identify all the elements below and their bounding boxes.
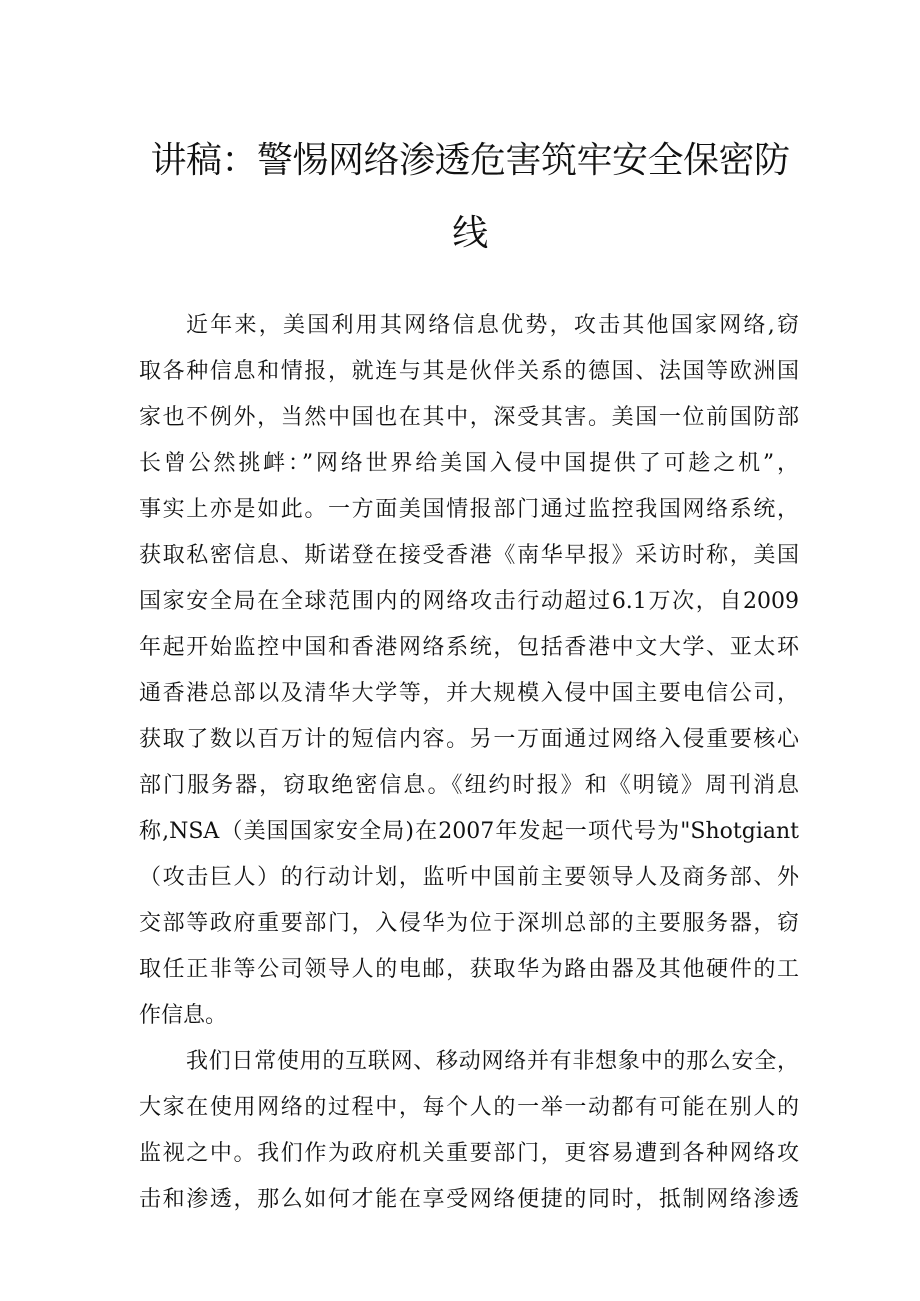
paragraph-line: 获取私密信息、斯诺登在接受香港《南华早报》采访时称，美国 [139,543,799,568]
paragraph-line: 国家安全局在全球范围内的网络攻击行动超过6.1万次，自2009 [139,589,799,614]
paragraph-line: 称,NSA（美国国家安全局)在2007年发起一项代号为"Shotgiant [139,819,799,844]
paragraph-line: 家也不例外，当然中国也在其中，深受其害。美国一位前国防部 [139,405,799,430]
document-title-line-2: 线 [452,213,488,254]
paragraph-line: 击和渗透，那么如何才能在享受网络便捷的同时，抵制网络渗透 [139,1187,799,1212]
paragraph-line: 大家在使用网络的过程中，每个人的一举一动都有可能在别人的 [139,1095,799,1120]
paragraph-line: 事实上亦是如此。一方面美国情报部门通过监控我国网络系统， [139,497,799,522]
paragraph-line: 部门服务器，窃取绝密信息。《纽约时报》和《明镜》周刊消息 [139,773,799,798]
paragraph-line: 我们日常使用的互联网、移动网络并有非想象中的那么安全， [186,1049,799,1074]
paragraph-line: 获取了数以百万计的短信内容。另一万面通过网络入侵重要核心 [139,727,799,752]
paragraph-line: 年起开始监控中国和香港网络系统，包括香港中文大学、亚太环 [139,635,799,660]
paragraph-line: 长曾公然挑衅：”网络世界给美国入侵中国提供了可趁之机”， [139,451,799,476]
paragraph-line: 作信息。 [139,1003,228,1028]
paragraph-line: （攻击巨人）的行动计划，监听中国前主要领导人及商务部、外 [139,865,799,890]
paragraph-line: 取任正非等公司领导人的电邮，获取华为路由器及其他硬件的工 [139,957,799,982]
paragraph-line: 近年来，美国利用其网络信息优势，攻击其他国家网络,窃 [186,313,799,338]
paragraph-line: 取各种信息和情报，就连与其是伙伴关系的德国、法国等欧洲国 [139,359,799,384]
paragraph-line: 监视之中。我们作为政府机关重要部门，更容易遭到各种网络攻 [139,1141,799,1166]
document-title-line-1: 讲稿：警惕网络渗透危害筑牢安全保密防 [150,140,790,181]
paragraph-line: 通香港总部以及清华大学等，并大规模入侵中国主要电信公司， [139,681,799,706]
paragraph-line: 交部等政府重要部门，入侵华为位于深圳总部的主要服务器，窃 [139,911,799,936]
